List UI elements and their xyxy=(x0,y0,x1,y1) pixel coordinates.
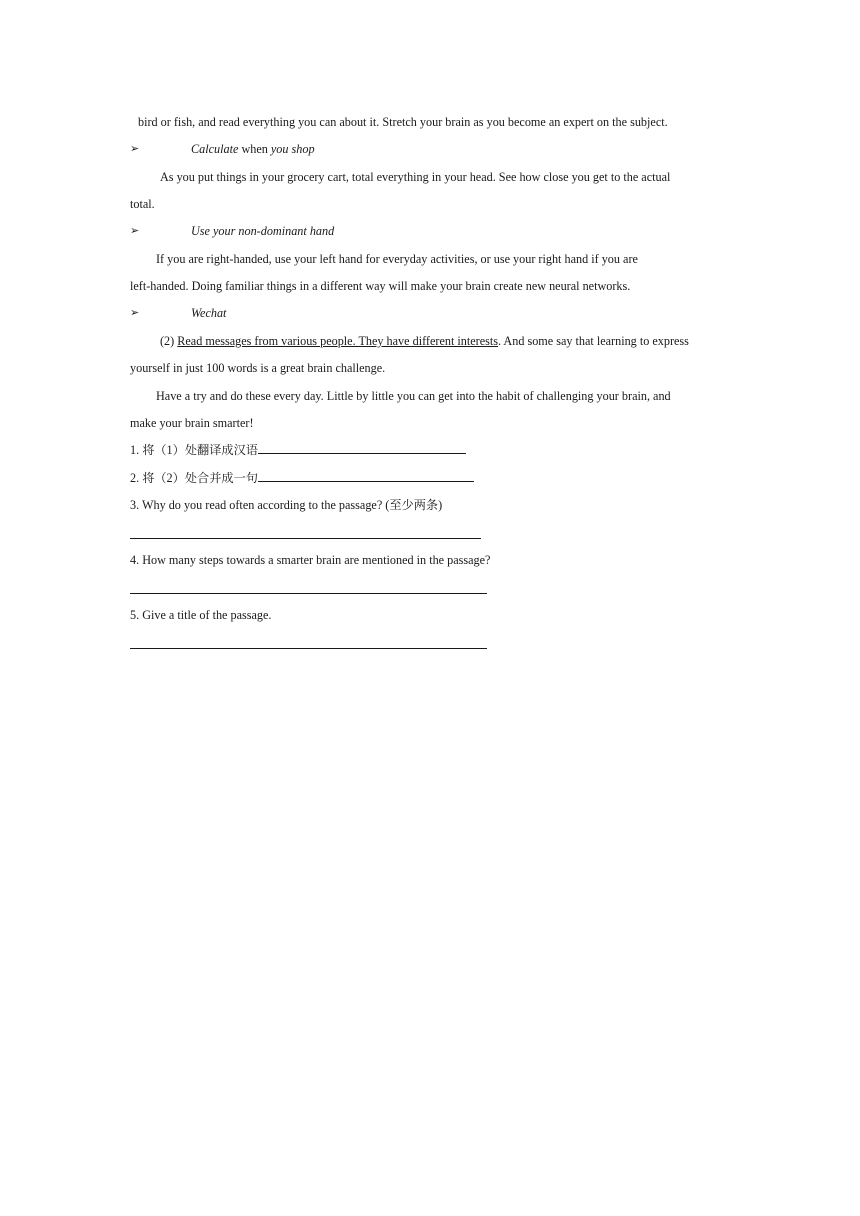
passage-line: left-handed. Doing familiar things in a different way will make your brain create new neural networks. xyxy=(130,279,631,293)
tip-title-calculate xyxy=(191,141,315,157)
question-4: 4. How many steps towards a smarter brain are mentioned in the passage? xyxy=(130,553,491,567)
bullet-arrow-icon: ➢ xyxy=(130,306,140,319)
passage-line-marked xyxy=(160,333,689,349)
question-3: 3. Why do you read often according to the passage? (至少两条) xyxy=(130,498,443,512)
passage-line: As you put things in your grocery cart, total everything in your head. See how close you get to the actual xyxy=(160,170,671,184)
passage-line: Have a try and do these every day. Little by little you can get into the habit of challenging your brain, and xyxy=(156,389,671,403)
bullet-arrow-icon: ➢ xyxy=(130,224,140,237)
tip-title-part: you shop xyxy=(270,142,315,156)
passage-line: bird or fish, and read everything you can about it. Stretch your brain as you become an expert on the subject. xyxy=(138,115,668,129)
answer-line-3[interactable] xyxy=(130,538,481,539)
passage-text: . And some say that learning to express xyxy=(498,334,689,348)
answer-line-5[interactable] xyxy=(130,648,487,649)
tip-title-wechat: Wechat xyxy=(191,306,227,320)
question-text: 1. 将（1）处翻译成汉语 xyxy=(130,443,258,457)
answer-blank-2[interactable] xyxy=(258,470,474,482)
bullet-arrow-icon: ➢ xyxy=(130,142,140,155)
passage-line: total. xyxy=(130,197,155,211)
marker-2: (2) xyxy=(160,334,178,348)
passage-line: make your brain smarter! xyxy=(130,416,254,430)
underlined-sentence: Read messages from various people. They have different interests xyxy=(177,334,498,348)
answer-line-4[interactable] xyxy=(130,593,487,594)
tip-title-hand: Use your non-dominant hand xyxy=(191,224,335,238)
question-5: 5. Give a title of the passage. xyxy=(130,608,272,622)
question-1 xyxy=(130,442,466,458)
passage-line: If you are right-handed, use your left hand for everyday activities, or use your right hand if you are xyxy=(156,252,638,266)
tip-title-part: Calculate xyxy=(191,142,239,156)
question-2 xyxy=(130,470,474,486)
answer-blank-1[interactable] xyxy=(258,442,466,454)
question-text: 2. 将（2）处合并成一句 xyxy=(130,471,258,485)
tip-title-part: when xyxy=(238,142,271,156)
passage-line: yourself in just 100 words is a great brain challenge. xyxy=(130,361,386,375)
